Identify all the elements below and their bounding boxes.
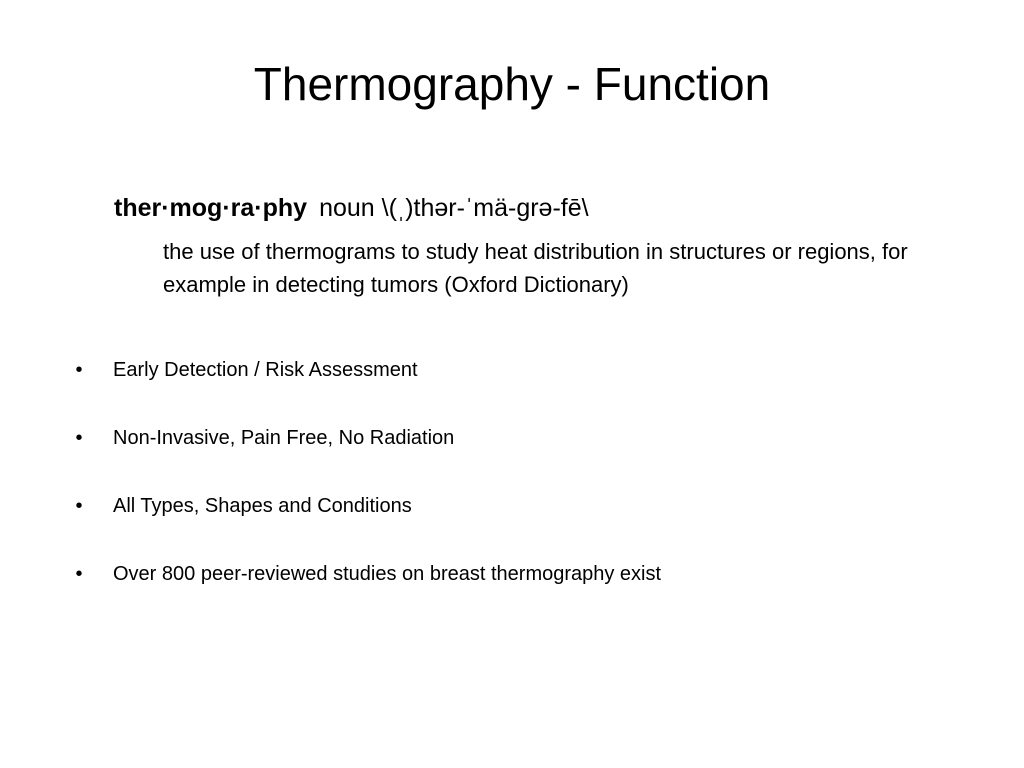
dictionary-definition (114, 191, 954, 301)
term-line (114, 191, 954, 225)
bullet-text: All Types, Shapes and Conditions (113, 495, 412, 517)
bullet-text: Non-Invasive, Pain Free, No Radiation (113, 427, 455, 449)
list-item (72, 556, 972, 624)
pronunciation: noun \(ˌ)thər-ˈmä-grə-fē\ (319, 194, 589, 222)
bullet-text: Over 800 peer-reviewed studies on breast thermography exist (113, 563, 662, 585)
list-item (72, 488, 972, 556)
slide-title: Thermography - Function (253, 58, 771, 110)
bullet-icon: • (75, 495, 83, 517)
headword: ther·mog·ra·phy (114, 194, 308, 222)
bullet-icon: • (75, 563, 83, 585)
bullet-icon: • (75, 427, 83, 449)
bullet-icon: • (75, 359, 83, 381)
bullet-list (72, 352, 972, 624)
definition-text: the use of thermograms to study heat distribution in structures or regions, for example in detecting tumors (Oxford Dictionary) (163, 239, 908, 297)
bullet-text: Early Detection / Risk Assessment (113, 359, 418, 381)
list-item (72, 352, 972, 420)
list-item (72, 420, 972, 488)
